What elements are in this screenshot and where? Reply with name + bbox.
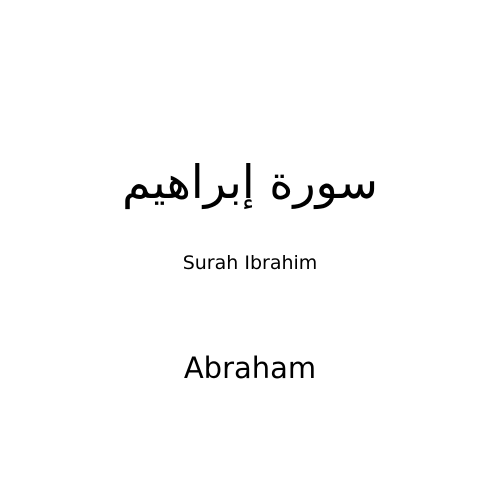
surah-arabic-name: سورة إبراهيم [122, 155, 378, 209]
surah-transliterated-name: Surah Ibrahim [182, 252, 318, 274]
surah-english-name: Abraham [183, 351, 317, 385]
